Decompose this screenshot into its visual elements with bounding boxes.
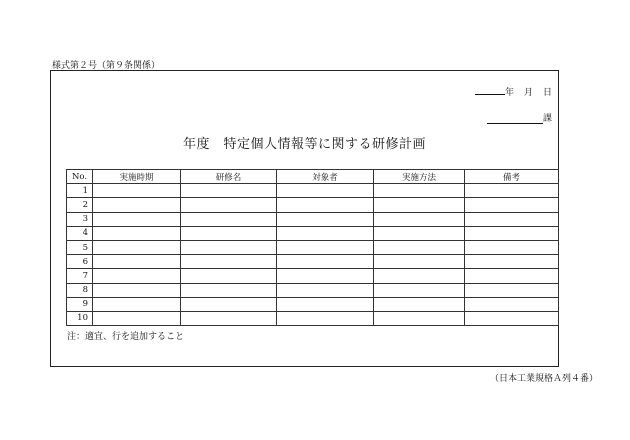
table-row xyxy=(67,198,559,212)
training-name-cell[interactable] xyxy=(181,184,277,198)
remarks-cell[interactable] xyxy=(465,283,559,297)
table-header-row xyxy=(67,170,559,184)
department-blank xyxy=(487,123,543,124)
row-number: 5 xyxy=(67,240,93,254)
remarks-cell[interactable] xyxy=(465,297,559,311)
row-number: 1 xyxy=(67,184,93,198)
month-unit: 月 xyxy=(523,88,533,98)
row-number: 7 xyxy=(67,269,93,283)
row-number: 2 xyxy=(67,198,93,212)
method-cell[interactable] xyxy=(374,240,465,254)
method-cell[interactable] xyxy=(374,283,465,297)
header-period: 実施時期 xyxy=(93,170,181,184)
row-number: 3 xyxy=(67,212,93,226)
row-number: 6 xyxy=(67,255,93,269)
period-cell[interactable] xyxy=(93,255,181,269)
method-cell[interactable] xyxy=(374,255,465,269)
table-row xyxy=(67,226,559,240)
table-row xyxy=(67,240,559,254)
training-name-cell[interactable] xyxy=(181,269,277,283)
method-cell[interactable] xyxy=(374,297,465,311)
header-training-name: 研修名 xyxy=(181,170,277,184)
row-number: 9 xyxy=(67,297,93,311)
remarks-cell[interactable] xyxy=(465,269,559,283)
period-cell[interactable] xyxy=(93,212,181,226)
training-name-cell[interactable] xyxy=(181,212,277,226)
method-cell[interactable] xyxy=(374,311,465,325)
table-note: 注：適宜、行を追加すること xyxy=(67,332,185,342)
date-line xyxy=(475,85,552,98)
row-number: 10 xyxy=(67,311,93,325)
day-unit: 日 xyxy=(542,88,552,98)
target-cell[interactable] xyxy=(277,269,374,283)
method-cell[interactable] xyxy=(374,212,465,226)
training-name-cell[interactable] xyxy=(181,240,277,254)
remarks-cell[interactable] xyxy=(465,226,559,240)
method-cell[interactable] xyxy=(374,269,465,283)
method-cell[interactable] xyxy=(374,226,465,240)
page-title: 年度 特定個人情報等に関する研修計画 xyxy=(182,137,426,152)
target-cell[interactable] xyxy=(277,184,374,198)
training-name-cell[interactable] xyxy=(181,255,277,269)
target-cell[interactable] xyxy=(277,311,374,325)
row-number: 4 xyxy=(67,226,93,240)
year-blank xyxy=(475,94,505,95)
remarks-cell[interactable] xyxy=(465,255,559,269)
header-method: 実施方法 xyxy=(374,170,465,184)
header-remarks: 備考 xyxy=(465,170,559,184)
period-cell[interactable] xyxy=(93,269,181,283)
target-cell[interactable] xyxy=(277,198,374,212)
period-cell[interactable] xyxy=(93,240,181,254)
period-cell[interactable] xyxy=(93,184,181,198)
training-name-cell[interactable] xyxy=(181,226,277,240)
period-cell[interactable] xyxy=(93,283,181,297)
table-row xyxy=(67,255,559,269)
method-cell[interactable] xyxy=(374,184,465,198)
table-row xyxy=(67,212,559,226)
training-name-cell[interactable] xyxy=(181,198,277,212)
target-cell[interactable] xyxy=(277,240,374,254)
form-number-label: 様式第２号（第９条関係） xyxy=(52,61,161,71)
period-cell[interactable] xyxy=(93,198,181,212)
department-line xyxy=(487,111,552,124)
header-no: No. xyxy=(67,170,93,184)
target-cell[interactable] xyxy=(277,283,374,297)
training-name-cell[interactable] xyxy=(181,311,277,325)
period-cell[interactable] xyxy=(93,311,181,325)
form-frame xyxy=(50,70,559,367)
remarks-cell[interactable] xyxy=(465,311,559,325)
target-cell[interactable] xyxy=(277,255,374,269)
header-target: 対象者 xyxy=(277,170,374,184)
period-cell[interactable] xyxy=(93,226,181,240)
period-cell[interactable] xyxy=(93,297,181,311)
remarks-cell[interactable] xyxy=(465,212,559,226)
table-row xyxy=(67,184,559,198)
department-suffix: 課 xyxy=(542,114,552,124)
remarks-cell[interactable] xyxy=(465,240,559,254)
paper-size-note: （日本工業規格Ａ列４番） xyxy=(489,374,598,384)
remarks-cell[interactable] xyxy=(465,198,559,212)
year-unit: 年 xyxy=(504,88,514,98)
table-row xyxy=(67,297,559,311)
target-cell[interactable] xyxy=(277,297,374,311)
training-name-cell[interactable] xyxy=(181,297,277,311)
table-row xyxy=(67,269,559,283)
training-name-cell[interactable] xyxy=(181,283,277,297)
table-row xyxy=(67,283,559,297)
row-number: 8 xyxy=(67,283,93,297)
remarks-cell[interactable] xyxy=(465,184,559,198)
target-cell[interactable] xyxy=(277,226,374,240)
target-cell[interactable] xyxy=(277,212,374,226)
method-cell[interactable] xyxy=(374,198,465,212)
table-row xyxy=(67,311,559,325)
training-plan-table xyxy=(66,169,559,326)
